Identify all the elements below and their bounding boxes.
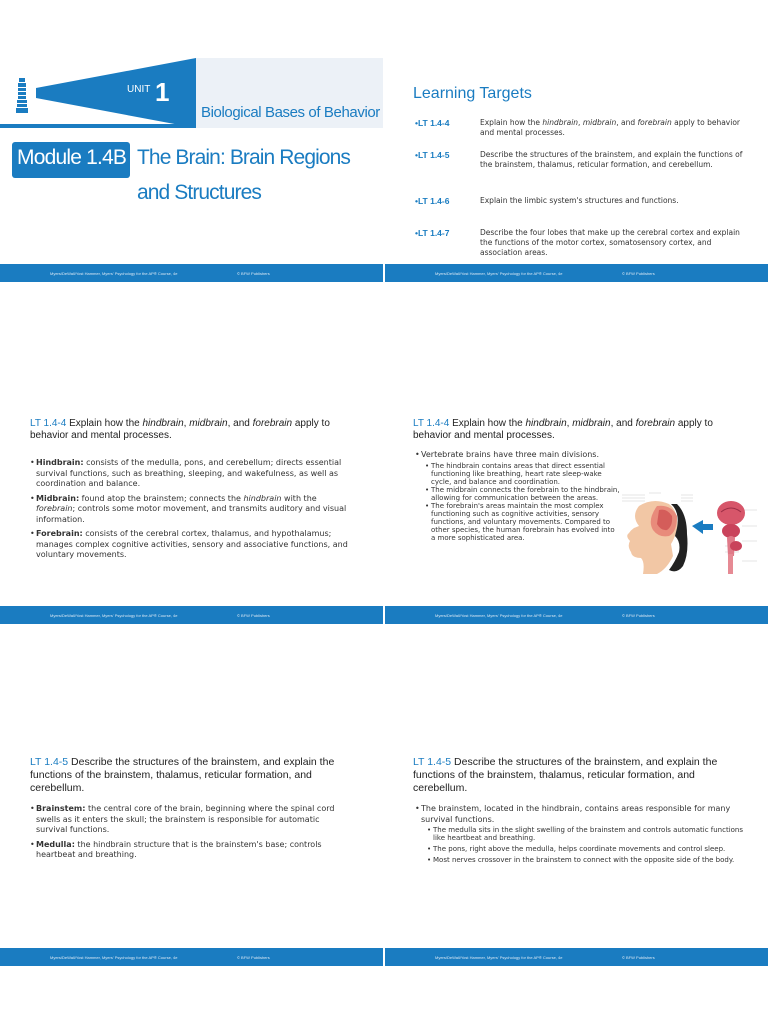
brainstem-list: [415, 804, 745, 864]
target-code: •LT 1.4-6: [415, 196, 450, 206]
target-code: •LT 1.4-7: [415, 228, 450, 238]
target-text-italic: hindbrain: [542, 118, 579, 127]
footer-credits: Myers/DeWall/Yost Hammer, Myers' Psychology for the AP® Course, 4e: [435, 271, 563, 276]
heading-part: apply to behavior and mental processes.: [30, 418, 330, 441]
term: Midbrain:: [36, 493, 80, 503]
slide-footer: [385, 948, 768, 966]
heading-italic: hindbrain: [525, 418, 567, 429]
list-item: [30, 458, 350, 490]
heading-part: Describe the structures of the brainstem, and explain the functions of the brainstem, thalamus, reticular formation, and cerebellum.: [30, 756, 335, 794]
slide-footer: [0, 606, 383, 624]
sub-item: • Most nerves crossover in the brainstem to connect with the opposite side of the body.: [427, 856, 745, 864]
unit-number: 1: [155, 77, 170, 107]
heading-part: ,: [183, 418, 190, 429]
slide-lt4-definitions: [0, 400, 383, 624]
target-text-part: Explain how the: [480, 118, 543, 127]
definition: the central core of the brain, beginning where the spinal cord swells as it enters the skull; the brainstem is responsible for automatic survival functions.: [36, 804, 335, 834]
slide-heading: [413, 756, 743, 795]
sub-item: • The pons, right above the medulla, helps coordinate movements and control sleep.: [427, 845, 745, 853]
heading-part: , and: [227, 418, 253, 429]
footer-publisher: © BFW Publishers: [622, 271, 655, 276]
unit-title: Biological Bases of Behavior: [201, 104, 380, 121]
definition: consists of the medulla, pons, and cerebellum; directs essential survival functions, such as breathing, sleeping, and wakefulness, as well as coordination and balance.: [36, 458, 342, 488]
lt-code: LT 1.4-4: [413, 418, 450, 429]
target-text: [480, 118, 745, 138]
definition-list: [30, 458, 350, 565]
unit-label-block: [105, 77, 185, 110]
sub-item: • The hindbrain contains areas that direct essential functioning like breathing, heart rate sleep-wake cycle, and balance and coordination.: [425, 462, 620, 486]
definition-italic: hindbrain: [243, 493, 282, 503]
target-text: Describe the four lobes that make up the cerebral cortex and explain the functions of the motor cortex, somatosensory cortex, and association areas.: [480, 228, 740, 257]
definition: ; controls some motor movement, and transmits auditory and visual information.: [36, 504, 347, 524]
footer-credits: Myers/DeWall/Yost Hammer, Myers' Psychology for the AP® Course, 4e: [435, 955, 563, 960]
definition: consists of the cerebral cortex, thalamus, and hypothalamus; manages complex cognitive activities, sensory and associative functions, and voluntary movements.: [36, 529, 348, 559]
module-title-line1: The Brain: Brain Regions: [137, 146, 351, 169]
footer-credits: Myers/DeWall/Yost Hammer, Myers' Psychology for the AP® Course, 4e: [50, 955, 178, 960]
heading-part: ,: [566, 418, 573, 429]
slide-heading: Learning Targets: [413, 85, 532, 102]
heading-part: Explain how the: [66, 418, 143, 429]
heading-part: Explain how the: [449, 418, 526, 429]
heading-part: , and: [610, 418, 636, 429]
target-text-italic: midbrain: [582, 118, 617, 127]
heading-italic: forebrain: [635, 418, 676, 429]
target-text-italic: forebrain: [637, 118, 672, 127]
definition: the hindbrain structure that is the brainstem's base; controls heartbeat and breathing.: [36, 839, 322, 859]
target-text-part: , and: [616, 118, 638, 127]
footer-publisher: © BFW Publishers: [237, 613, 270, 618]
slide-heading: [413, 418, 743, 442]
heading-part: Describe the structures of the brainstem, and explain the functions of the brainstem, thalamus, reticular formation, and cerebellum.: [413, 756, 718, 794]
sub-item: • The forebrain's areas maintain the most complex functioning such as cognitive activities, sensory functions, and voluntary movements. Compared to other species, the human forebrain has evolved into a more sophisticated area.: [425, 502, 620, 542]
lt-code: LT 1.4-5: [413, 756, 452, 768]
list-item: • The brainstem, located in the hindbrain, contains areas responsible for many survival functions.: [415, 804, 745, 825]
list-item: • Vertebrate brains have three main divisions.: [415, 450, 620, 461]
module-title-line2: and Structures: [137, 181, 261, 204]
target-text: Explain the limbic system's structures and functions.: [480, 196, 679, 205]
term: Forebrain:: [36, 529, 83, 538]
heading-italic: forebrain: [252, 418, 293, 429]
slide-heading: [30, 756, 360, 795]
sub-list: [427, 826, 745, 864]
slide-lt4-divisions: [385, 400, 768, 624]
list-item: [30, 840, 350, 861]
term: Hindbrain:: [36, 458, 84, 467]
slide-footer: [385, 264, 768, 282]
slide-title: [0, 58, 383, 282]
target-text: Describe the structures of the brainstem, and explain the functions of the brainstem, thalamus, reticular formation, and cerebellum.: [480, 150, 743, 169]
slide-heading: [30, 418, 360, 442]
sub-item: • The midbrain connects the forebrain to the hindbrain, allowing for communication between the areas.: [425, 486, 620, 502]
lt-code: LT 1.4-5: [30, 756, 69, 768]
footer-publisher: © BFW Publishers: [622, 955, 655, 960]
unit-label: UNIT: [127, 84, 151, 95]
lt-code: LT 1.4-4: [30, 418, 67, 429]
heading-italic: midbrain: [572, 418, 611, 429]
slide-learning-targets: [385, 58, 768, 282]
term: Brainstem:: [36, 804, 86, 813]
sub-list: [425, 462, 620, 542]
list-item: [30, 804, 350, 836]
sub-item: • The medulla sits in the slight swelling of the brainstem and controls automatic functions like heartbeat and breathing.: [427, 826, 745, 842]
definition: with the: [281, 493, 317, 503]
term: Medulla:: [36, 839, 75, 849]
footer-publisher: © BFW Publishers: [622, 613, 655, 618]
target-text-part: ,: [578, 118, 583, 127]
brain-diagram-image: [617, 486, 767, 578]
definition: found atop the brainstem; connects the: [79, 493, 244, 503]
slide-lt5-definitions: [0, 742, 383, 966]
footer-publisher: © BFW Publishers: [237, 955, 270, 960]
footer-credits: Myers/DeWall/Yost Hammer, Myers' Psychology for the AP® Course, 4e: [50, 271, 178, 276]
slide-footer: [385, 606, 768, 624]
slide-lt5-brainstem: [385, 742, 768, 966]
heading-italic: midbrain: [189, 418, 228, 429]
heading-part: apply to behavior and mental processes.: [413, 418, 713, 441]
target-code: •LT 1.4-5: [415, 150, 450, 160]
slide-footer: [0, 264, 383, 282]
definition-list: [30, 804, 350, 865]
divisions-list: [415, 450, 620, 542]
footer-credits: Myers/DeWall/Yost Hammer, Myers' Psychology for the AP® Course, 4e: [50, 613, 178, 618]
target-text-part: apply to behavior and mental processes.: [480, 118, 740, 137]
target-code: •LT 1.4-4: [415, 118, 450, 128]
heading-italic: hindbrain: [142, 418, 184, 429]
footer-publisher: © BFW Publishers: [237, 271, 270, 276]
list-item: [30, 529, 350, 561]
definition-italic: forebrain: [36, 504, 73, 513]
footer-credits: Myers/DeWall/Yost Hammer, Myers' Psychology for the AP® Course, 4e: [435, 613, 563, 618]
module-badge-text: Module 1.4B: [17, 146, 127, 169]
slide-footer: [0, 948, 383, 966]
list-item: [30, 494, 350, 526]
